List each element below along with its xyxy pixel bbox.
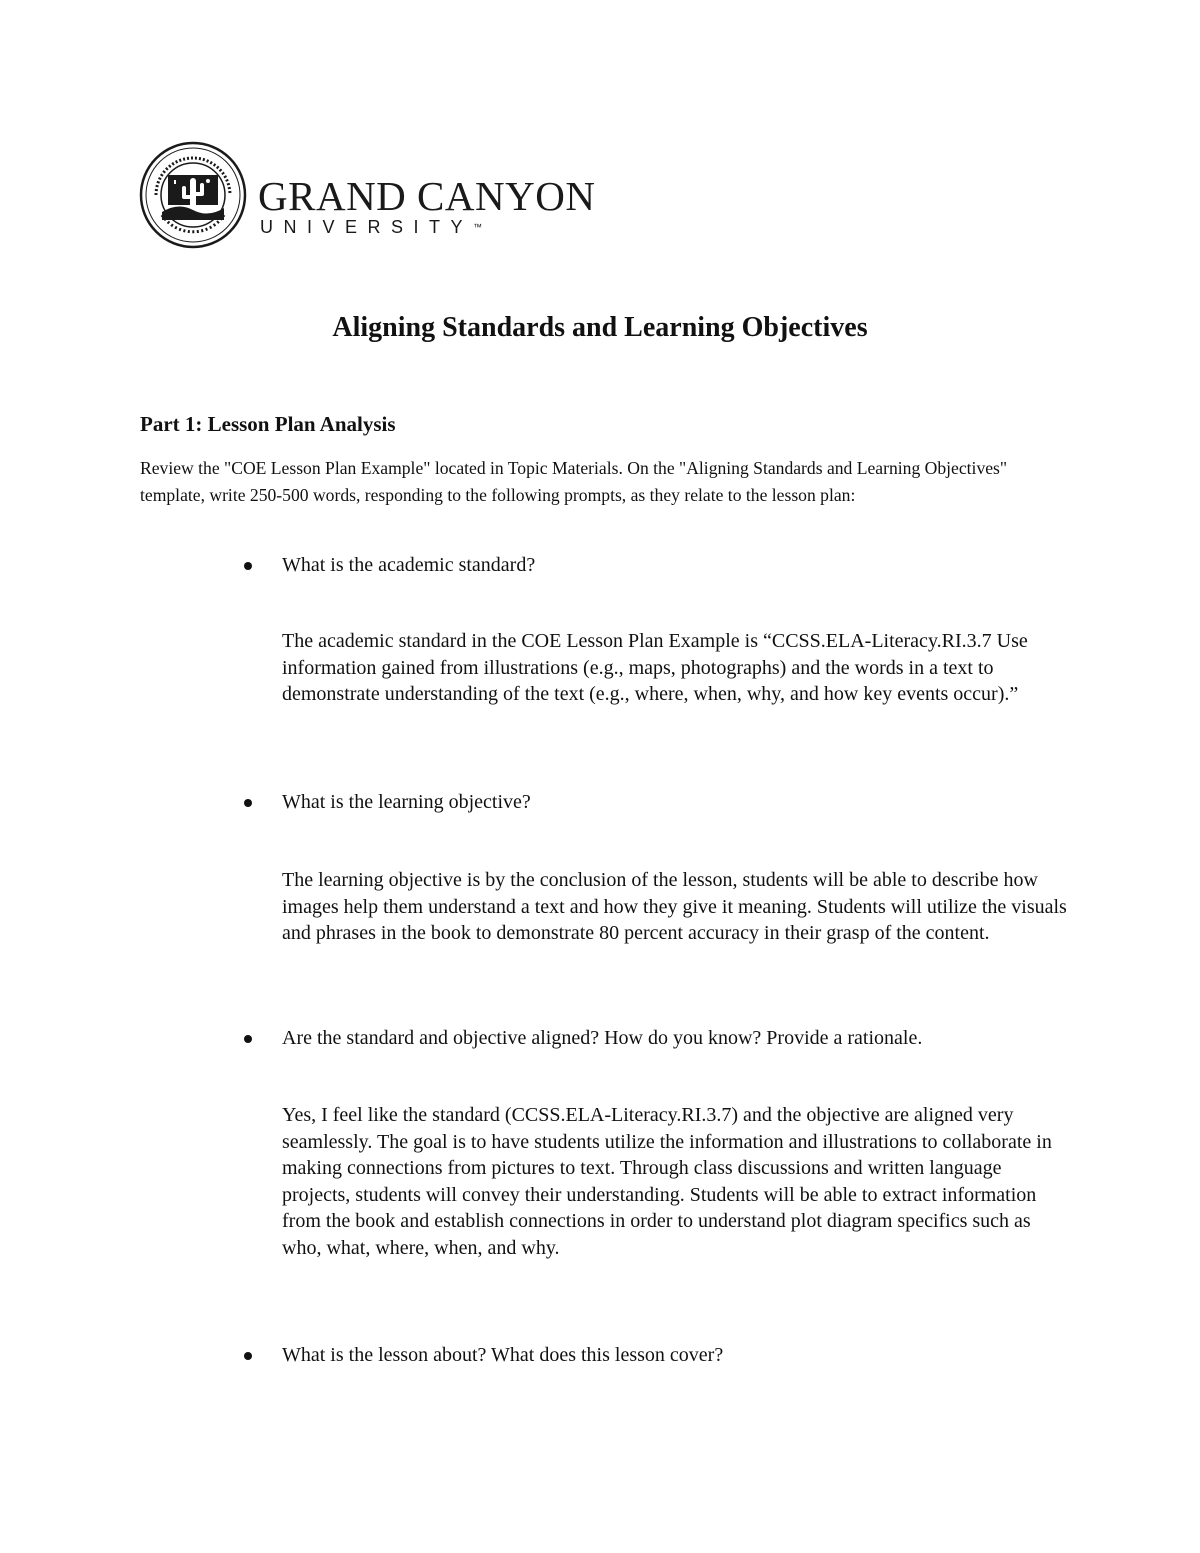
answer-text: The academic standard in the COE Lesson Plan Example is “CCSS.ELA-Literacy.RI.3.7 Use information gained from illustrations (e.g., maps, photographs) and the words in a text to demonstrate understanding of the text (e.g., where, when, why, and how key events occur).” [282,630,1028,706]
logo-name-line2: UNIVERSITY™ [260,217,483,237]
logo-name-line1: GRAND CANYON [258,173,596,219]
prompt-answer [282,867,1072,947]
bullet-icon [244,1352,252,1360]
university-wordmark [258,173,618,238]
prompt-question: What is the academic standard? [282,554,536,576]
answer-text: Yes, I feel like the standard (CCSS.ELA-Literacy.RI.3.7) and the objective are aligned very seamlessly. The goal is to have students utilize the information and illustrations to collaborate in making connections from pictures to text. Through class discussions and written language projects, students will convey their understanding. Students will be able to extract information from the book and establish connections in order to understand plot diagram specifics such as who, what, where, when, and why. [282,1104,1052,1259]
part-heading: Part 1: Lesson Plan Analysis [140,412,396,436]
page-title: Aligning Standards and Learning Objectives [332,312,868,343]
bullet-icon [244,562,252,570]
bullet-icon [244,799,252,807]
prompt-question: What is the learning objective? [282,791,531,813]
bullet-icon [244,1035,252,1043]
prompt-question: Are the standard and objective aligned? How do you know? Provide a rationale. [282,1027,923,1049]
answer-text: The learning objective is by the conclusion of the lesson, students will be able to describe how images help them understand a text and how they give it meaning. Students will utilize the visuals and phrases in the book to demonstrate 80 percent accuracy in their grasp of the content. [282,869,1067,945]
intro-paragraph: Review the "COE Lesson Plan Example" located in Topic Materials. On the "Aligning Standards and Learning Objectives" template, write 250-500 words, responding to the following prompts, as they relate to the lesson plan: [140,458,1008,505]
prompt-answer [282,1102,1072,1262]
prompt-question: What is the lesson about? What does this lesson cover? [282,1344,724,1366]
university-logo [138,140,618,250]
prompt-answer [282,628,1072,708]
university-seal-icon [138,140,248,250]
